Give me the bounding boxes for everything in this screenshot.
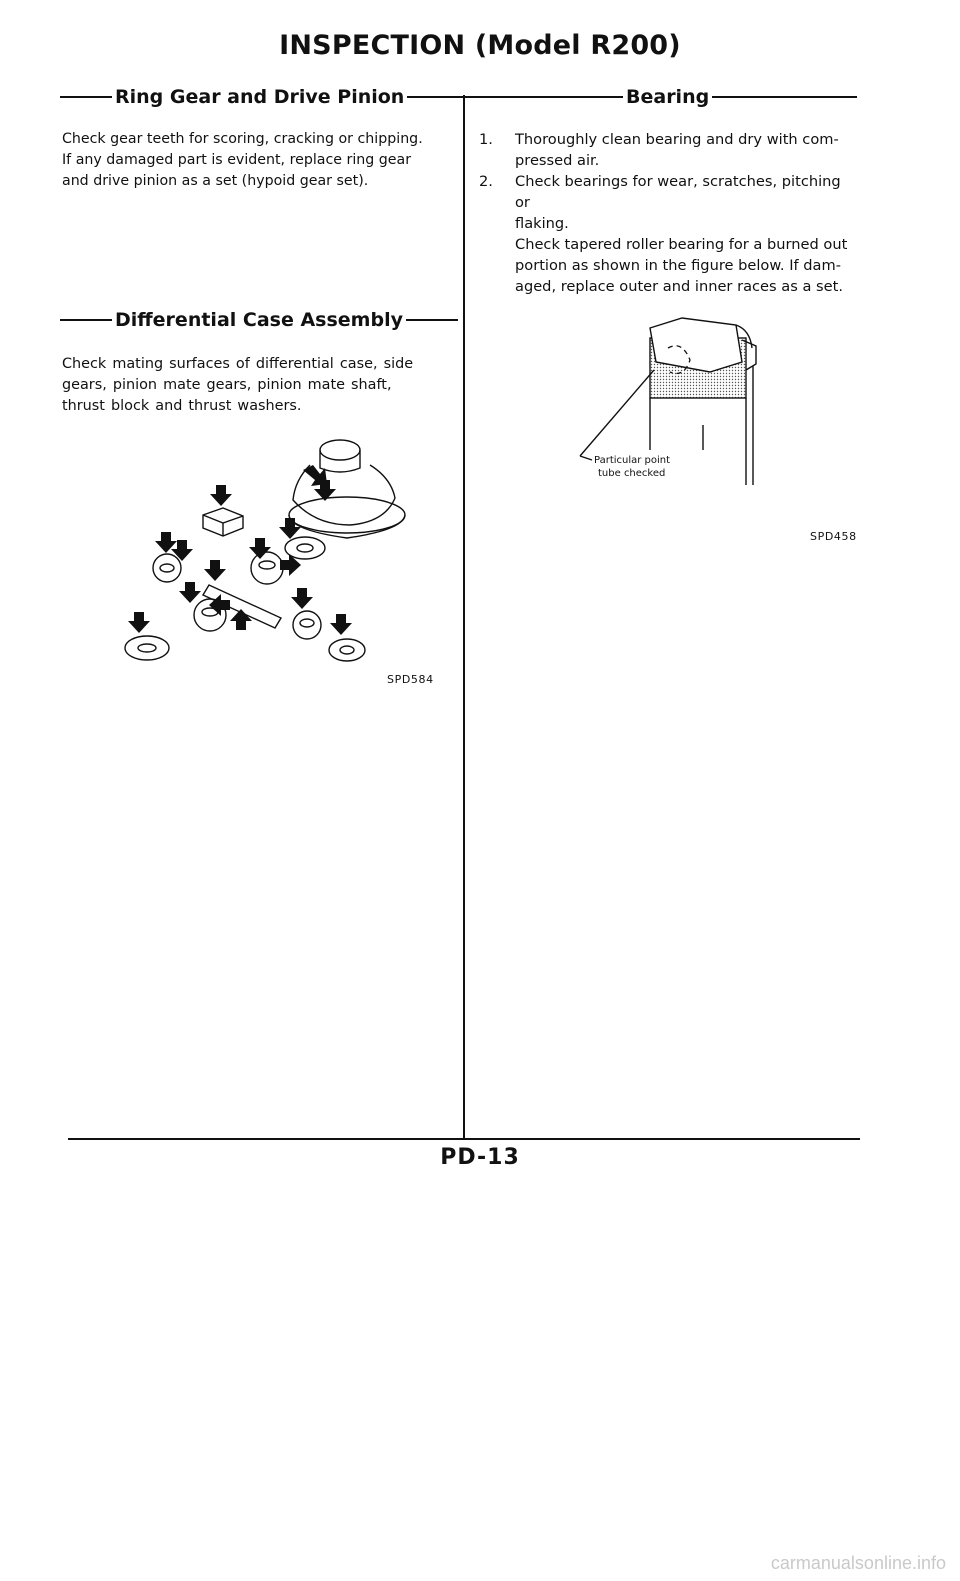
list-item xyxy=(479,129,859,171)
text-line: flaking. xyxy=(515,215,569,232)
step-number: 1. xyxy=(479,131,493,148)
diff-case-text xyxy=(62,354,413,417)
bearing-steps xyxy=(479,129,859,297)
ring-gear-heading-text: Ring Gear and Drive Pinion xyxy=(115,86,405,108)
text-line: aged, replace outer and inner races as a set. xyxy=(515,278,843,295)
diff-case-heading xyxy=(60,309,458,331)
figure-label-line2: tube checked xyxy=(598,468,666,479)
text-line: gears, pinion mate gears, pinion mate shaft, xyxy=(62,377,392,393)
step-number: 2. xyxy=(479,173,493,190)
figure-code-spd584: SPD584 xyxy=(387,673,434,686)
text-line: portion as shown in the figure below. If dam- xyxy=(515,257,841,274)
tapered-bearing-figure xyxy=(560,300,800,500)
text-line: Check gear teeth for scoring, cracking or chipping. xyxy=(62,131,423,147)
figure-code-spd458: SPD458 xyxy=(810,530,857,543)
column-divider xyxy=(463,95,465,1140)
watermark: carmanualsonline.info xyxy=(770,1553,946,1573)
text-line: thrust block and thrust washers. xyxy=(62,398,302,414)
page-title: INSPECTION (Model R200) xyxy=(279,30,681,61)
text-line: pressed air. xyxy=(515,152,600,169)
text-line: and drive pinion as a set (hypoid gear set). xyxy=(62,173,369,189)
bottom-rule xyxy=(68,1138,860,1140)
diff-case-heading-text: Differential Case Assembly xyxy=(115,309,403,331)
bearing-heading-text: Bearing xyxy=(626,86,710,108)
differential-parts-figure xyxy=(115,420,445,680)
ring-gear-text xyxy=(62,129,423,192)
figure-label-line1: Particular point xyxy=(594,455,671,466)
page-number: PD-13 xyxy=(440,1145,520,1170)
bearing-heading xyxy=(465,86,857,108)
text-line: Check bearings for wear, scratches, pitching or xyxy=(515,173,841,211)
text-line: Check mating surfaces of differential case, side xyxy=(62,356,414,372)
text-line: Check tapered roller bearing for a burned out xyxy=(515,236,848,253)
list-item xyxy=(479,171,859,297)
text-line: Thoroughly clean bearing and dry with com- xyxy=(515,131,839,148)
text-line: If any damaged part is evident, replace ring gear xyxy=(62,152,412,168)
